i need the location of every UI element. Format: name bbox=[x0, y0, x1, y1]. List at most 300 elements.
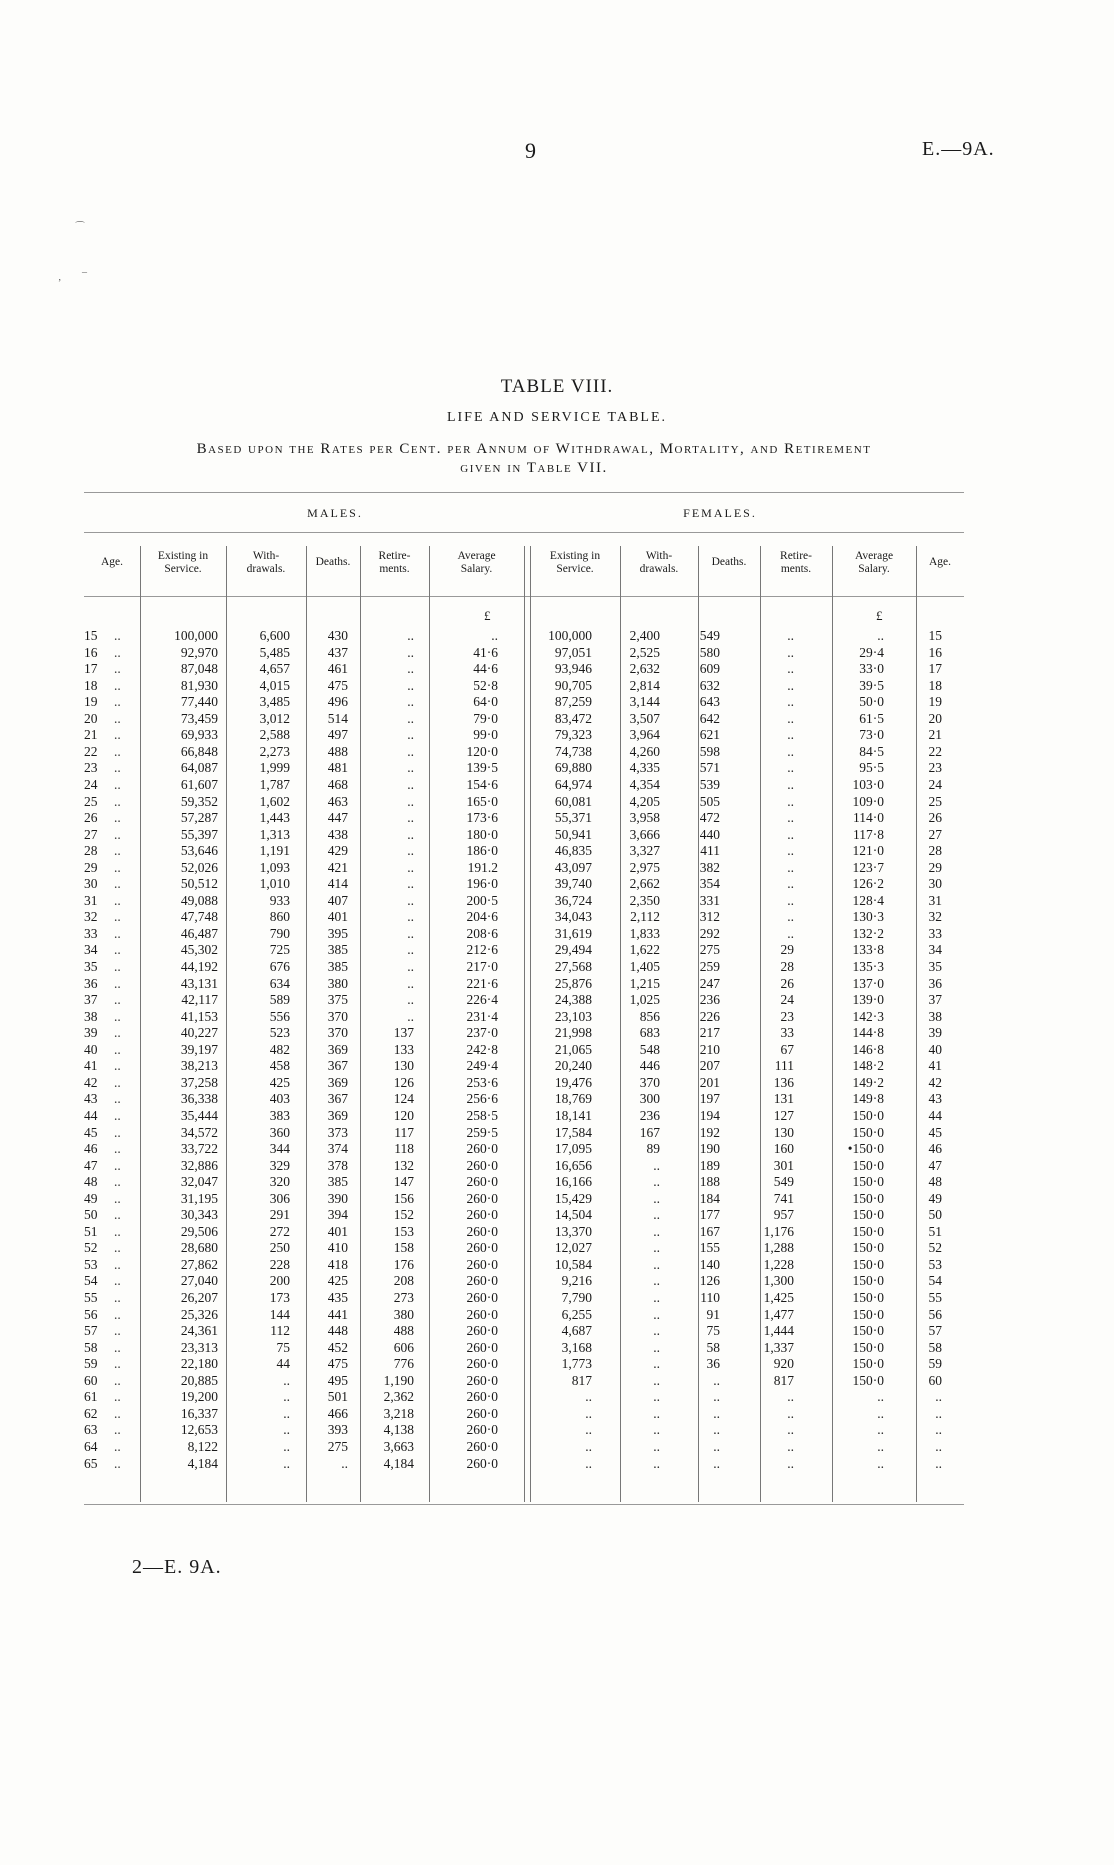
cell-age: 58 bbox=[84, 1339, 98, 1355]
cell-retirements-f: 1,337 bbox=[763, 1339, 794, 1355]
cell-age-right: 40 bbox=[928, 1041, 942, 1057]
cell-salary-f: 29·4 bbox=[859, 644, 884, 660]
cell-existing-f: 15,429 bbox=[554, 1190, 592, 1206]
cell-existing-m: 45,302 bbox=[180, 942, 218, 958]
cell-age: 26 bbox=[84, 810, 98, 826]
cell-age-right: 34 bbox=[928, 942, 942, 958]
leader-dots: .. bbox=[114, 826, 121, 842]
cell-age: 55 bbox=[84, 1290, 98, 1305]
table-row bbox=[84, 1456, 964, 1473]
cell-salary-f: 103·0 bbox=[852, 776, 884, 792]
cell-retirements-f: .. bbox=[787, 843, 794, 859]
cell-existing-m: 61,607 bbox=[180, 776, 218, 792]
cell-deaths-m: 385 bbox=[327, 959, 348, 974]
cell-withdrawals-m: 329 bbox=[269, 1157, 290, 1173]
cell-withdrawals-m: 3,485 bbox=[259, 694, 290, 710]
cell-salary-f: 146·8 bbox=[852, 1041, 884, 1057]
cell-age: 34 bbox=[84, 942, 98, 958]
cell-age: 28 bbox=[84, 843, 98, 859]
cell-withdrawals-m: 458 bbox=[269, 1058, 290, 1074]
cell-withdrawals-m: 344 bbox=[269, 1141, 290, 1157]
table-row bbox=[84, 1224, 964, 1241]
cell-existing-f: 74,738 bbox=[554, 743, 592, 759]
cell-existing-f: 60,081 bbox=[554, 793, 592, 809]
cell-withdrawals-m: 228 bbox=[269, 1256, 290, 1272]
cell-age-right: 32 bbox=[928, 909, 942, 925]
cell-retirements-f: 920 bbox=[773, 1356, 794, 1372]
cell-withdrawals-m: 200 bbox=[269, 1273, 290, 1289]
cell-retirements-m: 776 bbox=[393, 1356, 414, 1372]
header-line: Age. bbox=[928, 556, 952, 568]
cell-retirements-m: 1,190 bbox=[383, 1372, 414, 1388]
cell-salary-m: 260·0 bbox=[466, 1405, 498, 1421]
table-row bbox=[84, 810, 964, 827]
cell-existing-m: 16,337 bbox=[180, 1405, 218, 1421]
cell-retirements-f: .. bbox=[787, 909, 794, 925]
cell-existing-m: 100,000 bbox=[174, 628, 218, 643]
leader-dots: .. bbox=[114, 776, 121, 792]
header-line: ments. bbox=[780, 563, 812, 575]
cell-existing-m: 28,680 bbox=[180, 1240, 218, 1256]
cell-deaths-m: 495 bbox=[327, 1372, 348, 1388]
scan-speck: ‚ bbox=[58, 272, 62, 283]
cell-deaths-m: 497 bbox=[327, 727, 348, 743]
cell-withdrawals-f: .. bbox=[653, 1372, 660, 1388]
cell-withdrawals-m: .. bbox=[283, 1372, 290, 1388]
cell-withdrawals-m: 556 bbox=[269, 1008, 290, 1024]
cell-retirements-f: 131 bbox=[773, 1091, 794, 1107]
cell-withdrawals-f: 2,975 bbox=[629, 859, 660, 875]
cell-age: 51 bbox=[84, 1223, 98, 1239]
cell-salary-m: .. bbox=[491, 628, 498, 643]
cell-age: 20 bbox=[84, 710, 98, 726]
cell-deaths-f: 411 bbox=[700, 843, 720, 859]
cell-deaths-m: 463 bbox=[327, 793, 348, 809]
cell-salary-f: 39·5 bbox=[859, 677, 884, 693]
cell-existing-m: 77,440 bbox=[180, 694, 218, 710]
header-retirements-females bbox=[760, 550, 832, 576]
female-salary-currency: £ bbox=[876, 608, 883, 623]
leader-dots: .. bbox=[114, 1240, 121, 1256]
cell-withdrawals-f: 2,525 bbox=[629, 644, 660, 660]
cell-withdrawals-f: 3,507 bbox=[629, 710, 660, 726]
cell-existing-m: 42,117 bbox=[181, 992, 218, 1008]
table-row bbox=[84, 827, 964, 844]
table-row bbox=[84, 628, 964, 645]
cell-age-right: 38 bbox=[928, 1008, 942, 1024]
cell-salary-f: 150·0 bbox=[852, 1256, 884, 1272]
cell-age: 23 bbox=[84, 760, 98, 776]
cell-salary-m: 237·0 bbox=[466, 1025, 498, 1041]
cell-age: 29 bbox=[84, 859, 98, 875]
cell-salary-f: 149·8 bbox=[852, 1091, 884, 1107]
table-description bbox=[84, 440, 984, 478]
cell-withdrawals-f: 1,405 bbox=[629, 959, 660, 974]
cell-deaths-m: 481 bbox=[327, 760, 348, 776]
cell-existing-f: 55,371 bbox=[554, 810, 592, 826]
cell-deaths-m: 407 bbox=[327, 892, 348, 908]
cell-withdrawals-f: 2,350 bbox=[629, 892, 660, 908]
cell-retirements-m: 380 bbox=[393, 1306, 414, 1322]
cell-deaths-m: 466 bbox=[327, 1405, 348, 1421]
cell-existing-f: 87,259 bbox=[554, 694, 592, 710]
cell-age: 61 bbox=[84, 1389, 98, 1405]
cell-salary-f: 126·2 bbox=[852, 876, 884, 892]
cell-salary-m: 260·0 bbox=[466, 1306, 498, 1322]
cell-existing-m: 33,722 bbox=[180, 1141, 218, 1157]
cell-withdrawals-f: 89 bbox=[646, 1141, 660, 1157]
cell-withdrawals-m: 1,787 bbox=[259, 776, 290, 792]
table-row bbox=[84, 1273, 964, 1290]
cell-age-right: 56 bbox=[928, 1306, 942, 1322]
cell-salary-f: 139·0 bbox=[852, 992, 884, 1008]
leader-dots: .. bbox=[114, 1438, 121, 1454]
cell-deaths-f: 621 bbox=[699, 727, 720, 743]
cell-withdrawals-f: 1,215 bbox=[629, 975, 660, 991]
cell-salary-m: 260·0 bbox=[466, 1438, 498, 1454]
cell-age: 44 bbox=[84, 1107, 98, 1123]
cell-deaths-m: 514 bbox=[327, 710, 348, 726]
cell-deaths-f: 505 bbox=[699, 793, 720, 809]
header-line: Retire- bbox=[780, 550, 812, 562]
table-row bbox=[84, 744, 964, 761]
cell-deaths-m: 475 bbox=[327, 677, 348, 693]
cell-retirements-m: .. bbox=[407, 1008, 414, 1024]
cell-retirements-m: .. bbox=[407, 694, 414, 710]
header-line: Average bbox=[854, 550, 894, 562]
table-row bbox=[84, 1307, 964, 1324]
cell-age-right: 58 bbox=[928, 1339, 942, 1355]
cell-deaths-m: 374 bbox=[327, 1141, 348, 1157]
cell-deaths-m: 437 bbox=[327, 644, 348, 660]
cell-existing-m: 69,933 bbox=[180, 727, 218, 743]
cell-withdrawals-m: 676 bbox=[269, 959, 290, 974]
cell-age: 30 bbox=[84, 876, 98, 892]
cell-retirements-m: .. bbox=[407, 826, 414, 842]
header-line: ments. bbox=[379, 563, 410, 575]
cell-existing-m: 38,213 bbox=[180, 1058, 218, 1074]
cell-age: 27 bbox=[84, 826, 98, 842]
cell-existing-m: 47,748 bbox=[180, 909, 218, 925]
cell-deaths-f: .. bbox=[713, 1372, 720, 1388]
cell-salary-m: 260·0 bbox=[466, 1240, 498, 1256]
table-row bbox=[84, 992, 964, 1009]
cell-salary-m: 260·0 bbox=[466, 1422, 498, 1438]
cell-retirements-m: .. bbox=[407, 661, 414, 677]
cell-deaths-f: 549 bbox=[699, 628, 720, 643]
cell-retirements-m: 152 bbox=[393, 1207, 414, 1223]
cell-deaths-m: 373 bbox=[327, 1124, 348, 1140]
leader-dots: .. bbox=[114, 1290, 121, 1305]
cell-salary-f: 33·0 bbox=[859, 661, 884, 677]
cell-deaths-f: 194 bbox=[699, 1107, 720, 1123]
cell-existing-m: 27,862 bbox=[180, 1256, 218, 1272]
cell-age-right: .. bbox=[935, 1405, 942, 1421]
cell-salary-f: 130·3 bbox=[852, 909, 884, 925]
leader-dots: .. bbox=[114, 909, 121, 925]
cell-deaths-f: .. bbox=[713, 1389, 720, 1405]
cell-deaths-f: 155 bbox=[699, 1240, 720, 1256]
cell-deaths-f: 643 bbox=[699, 694, 720, 710]
cell-existing-m: 32,886 bbox=[180, 1157, 218, 1173]
cell-salary-f: 114·0 bbox=[853, 810, 884, 826]
cell-deaths-m: 448 bbox=[327, 1323, 348, 1339]
cell-salary-m: 139·5 bbox=[466, 760, 498, 776]
cell-deaths-m: 488 bbox=[327, 743, 348, 759]
cell-existing-m: 4,184 bbox=[187, 1455, 218, 1471]
header-line: With- bbox=[645, 550, 673, 562]
cell-age: 21 bbox=[84, 727, 98, 743]
cell-salary-m: 260·0 bbox=[466, 1339, 498, 1355]
cell-salary-f: 150·0 bbox=[852, 1356, 884, 1372]
cell-age: 32 bbox=[84, 909, 98, 925]
cell-retirements-f: .. bbox=[787, 776, 794, 792]
cell-existing-f: 9,216 bbox=[561, 1273, 592, 1289]
cell-salary-f: 150·0 bbox=[852, 1372, 884, 1388]
cell-age-right: 44 bbox=[928, 1107, 942, 1123]
cell-retirements-m: 132 bbox=[393, 1157, 414, 1173]
cell-salary-f: 150·0 bbox=[852, 1207, 884, 1223]
cell-deaths-m: 369 bbox=[327, 1041, 348, 1057]
cell-age-right: 26 bbox=[928, 810, 942, 826]
cell-retirements-m: 137 bbox=[393, 1025, 414, 1041]
cell-age: 48 bbox=[84, 1174, 98, 1190]
leader-dots: .. bbox=[114, 1058, 121, 1074]
cell-retirements-m: 153 bbox=[393, 1223, 414, 1239]
table-row bbox=[84, 959, 964, 976]
cell-withdrawals-m: 306 bbox=[269, 1190, 290, 1206]
cell-retirements-f: 1,477 bbox=[763, 1306, 794, 1322]
cell-salary-m: 260·0 bbox=[466, 1141, 498, 1157]
cell-age-right: 60 bbox=[928, 1372, 942, 1388]
cell-deaths-m: 447 bbox=[327, 810, 348, 826]
cell-salary-m: 260·0 bbox=[466, 1190, 498, 1206]
cell-retirements-f: 67 bbox=[780, 1041, 794, 1057]
cell-withdrawals-f: 2,814 bbox=[629, 677, 660, 693]
cell-withdrawals-f: .. bbox=[653, 1240, 660, 1256]
cell-salary-m: 231·4 bbox=[466, 1008, 498, 1024]
leader-dots: .. bbox=[114, 843, 121, 859]
cell-existing-m: 87,048 bbox=[180, 661, 218, 677]
page-number: 9 bbox=[525, 138, 536, 163]
leader-dots: .. bbox=[114, 793, 121, 809]
cell-retirements-f: .. bbox=[787, 760, 794, 776]
cell-existing-f: 19,476 bbox=[554, 1074, 592, 1090]
cell-existing-m: 37,258 bbox=[180, 1074, 218, 1090]
cell-existing-m: 59,352 bbox=[180, 793, 218, 809]
header-line: drawals. bbox=[639, 563, 679, 575]
male-salary-currency: £ bbox=[484, 608, 491, 623]
table-row bbox=[84, 1075, 964, 1092]
cell-withdrawals-m: 250 bbox=[269, 1240, 290, 1256]
cell-retirements-m: .. bbox=[407, 760, 414, 776]
cell-deaths-m: 394 bbox=[327, 1207, 348, 1223]
cell-age-right: 36 bbox=[928, 975, 942, 991]
cell-existing-m: 32,047 bbox=[180, 1174, 218, 1190]
cell-deaths-f: .. bbox=[713, 1438, 720, 1454]
cell-salary-m: 154·6 bbox=[466, 776, 498, 792]
cell-age: 63 bbox=[84, 1422, 98, 1438]
cell-deaths-m: 438 bbox=[327, 826, 348, 842]
cell-withdrawals-m: 291 bbox=[269, 1207, 290, 1223]
cell-deaths-m: 390 bbox=[327, 1190, 348, 1206]
cell-age-right: 20 bbox=[928, 710, 942, 726]
cell-retirements-m: 130 bbox=[393, 1058, 414, 1074]
cell-deaths-m: 441 bbox=[327, 1306, 348, 1322]
cell-existing-f: 14,504 bbox=[554, 1207, 592, 1223]
cell-age-right: 51 bbox=[928, 1223, 942, 1239]
cell-retirements-m: 2,362 bbox=[383, 1389, 414, 1405]
cell-existing-m: 22,180 bbox=[180, 1356, 218, 1372]
leader-dots: .. bbox=[114, 1141, 121, 1157]
cell-retirements-f: 160 bbox=[773, 1141, 794, 1157]
table-row bbox=[84, 926, 964, 943]
cell-existing-m: 81,930 bbox=[180, 677, 218, 693]
cell-withdrawals-m: 173 bbox=[269, 1290, 290, 1305]
cell-existing-f: 69,880 bbox=[554, 760, 592, 776]
cell-existing-m: 49,088 bbox=[180, 892, 218, 908]
cell-withdrawals-m: 112 bbox=[270, 1323, 290, 1339]
cell-retirements-m: 3,663 bbox=[383, 1438, 414, 1454]
leader-dots: .. bbox=[114, 1074, 121, 1090]
table-row bbox=[84, 661, 964, 678]
cell-salary-f: 150·0 bbox=[852, 1157, 884, 1173]
cell-withdrawals-f: 2,632 bbox=[629, 661, 660, 677]
cell-salary-m: 242·8 bbox=[466, 1041, 498, 1057]
cell-age-right: 59 bbox=[928, 1356, 942, 1372]
leader-dots: .. bbox=[114, 727, 121, 743]
cell-retirements-f: .. bbox=[787, 661, 794, 677]
cell-retirements-m: .. bbox=[407, 776, 414, 792]
cell-withdrawals-f: .. bbox=[653, 1207, 660, 1223]
cell-deaths-m: 468 bbox=[327, 776, 348, 792]
cell-age-right: 35 bbox=[928, 959, 942, 974]
cell-existing-f: .. bbox=[585, 1389, 592, 1405]
cell-existing-f: 1,773 bbox=[561, 1356, 592, 1372]
cell-existing-f: 79,323 bbox=[554, 727, 592, 743]
leader-dots: .. bbox=[114, 628, 121, 643]
cell-deaths-m: 401 bbox=[327, 1223, 348, 1239]
cell-age: 43 bbox=[84, 1091, 98, 1107]
females-group-header: FEMALES. bbox=[683, 506, 757, 520]
leader-dots: .. bbox=[114, 644, 121, 660]
cell-existing-f: 13,370 bbox=[554, 1223, 592, 1239]
leader-dots: .. bbox=[114, 1025, 121, 1041]
cell-deaths-m: 410 bbox=[327, 1240, 348, 1256]
cell-existing-f: 25,876 bbox=[554, 975, 592, 991]
cell-age: 37 bbox=[84, 992, 98, 1008]
cell-retirements-f: 1,300 bbox=[763, 1273, 794, 1289]
cell-withdrawals-f: .. bbox=[653, 1356, 660, 1372]
cell-existing-f: 90,705 bbox=[554, 677, 592, 693]
cell-salary-f: 150·0 bbox=[852, 1323, 884, 1339]
cell-salary-m: 260·0 bbox=[466, 1157, 498, 1173]
cell-deaths-m: 501 bbox=[327, 1389, 348, 1405]
cell-age-right: 46 bbox=[928, 1141, 942, 1157]
cell-retirements-f: 23 bbox=[780, 1008, 794, 1024]
table-row bbox=[84, 1125, 964, 1142]
cell-existing-m: 43,131 bbox=[180, 975, 218, 991]
table-row bbox=[84, 1009, 964, 1026]
cell-existing-m: 24,361 bbox=[180, 1323, 218, 1339]
cell-age-right: 37 bbox=[928, 992, 942, 1008]
cell-age-right: 15 bbox=[928, 628, 942, 643]
cell-existing-m: 26,207 bbox=[180, 1290, 218, 1305]
cell-salary-m: 120·0 bbox=[466, 743, 498, 759]
cell-existing-f: .. bbox=[585, 1422, 592, 1438]
table-bottom-rule bbox=[84, 1504, 964, 1505]
leader-dots: .. bbox=[114, 859, 121, 875]
cell-withdrawals-m: 2,588 bbox=[259, 727, 290, 743]
cell-age: 56 bbox=[84, 1306, 98, 1322]
cell-deaths-f: 642 bbox=[699, 710, 720, 726]
cell-withdrawals-f: 3,964 bbox=[629, 727, 660, 743]
leader-dots: .. bbox=[114, 1339, 121, 1355]
cell-retirements-f: .. bbox=[787, 743, 794, 759]
cell-retirements-f: 1,176 bbox=[763, 1223, 794, 1239]
table-row bbox=[84, 876, 964, 893]
cell-existing-f: 3,168 bbox=[561, 1339, 592, 1355]
cell-existing-m: 73,459 bbox=[180, 710, 218, 726]
cell-salary-f: 150·0 bbox=[852, 1273, 884, 1289]
cell-salary-m: 260·0 bbox=[466, 1372, 498, 1388]
cell-existing-f: 17,095 bbox=[554, 1141, 592, 1157]
cell-existing-f: 817 bbox=[571, 1372, 592, 1388]
cell-salary-f: 132·2 bbox=[852, 925, 884, 941]
cell-existing-f: 64,974 bbox=[554, 776, 592, 792]
cell-withdrawals-m: 360 bbox=[269, 1124, 290, 1140]
leader-dots: .. bbox=[114, 992, 121, 1008]
cell-withdrawals-f: 683 bbox=[639, 1025, 660, 1041]
cell-deaths-f: 354 bbox=[699, 876, 720, 892]
cell-salary-f: 133·8 bbox=[852, 942, 884, 958]
cell-withdrawals-m: 3,012 bbox=[259, 710, 290, 726]
cell-salary-f: 137·0 bbox=[852, 975, 884, 991]
cell-salary-m: 180·0 bbox=[466, 826, 498, 842]
leader-dots: .. bbox=[114, 743, 121, 759]
cell-deaths-m: 385 bbox=[327, 942, 348, 958]
cell-existing-f: 93,946 bbox=[554, 661, 592, 677]
cell-age-right: 55 bbox=[928, 1290, 942, 1305]
description-line-1: Based upon the Rates per Cent. per Annum of Withdrawal, Mortality, and Retirement bbox=[196, 441, 872, 457]
cell-withdrawals-m: 144 bbox=[269, 1306, 290, 1322]
cell-retirements-m: 126 bbox=[393, 1074, 414, 1090]
cell-age: 50 bbox=[84, 1207, 98, 1223]
table-title: TABLE VIII. bbox=[500, 376, 614, 397]
cell-deaths-f: .. bbox=[713, 1405, 720, 1421]
cell-retirements-f: .. bbox=[787, 1455, 794, 1471]
cell-age: 31 bbox=[84, 892, 98, 908]
cell-salary-f: 128·4 bbox=[852, 892, 884, 908]
cell-withdrawals-f: 2,662 bbox=[629, 876, 660, 892]
cell-withdrawals-m: 933 bbox=[269, 892, 290, 908]
cell-retirements-m: .. bbox=[407, 859, 414, 875]
cell-withdrawals-m: 425 bbox=[269, 1074, 290, 1090]
leader-dots: .. bbox=[114, 1207, 121, 1223]
cell-withdrawals-m: 4,015 bbox=[259, 677, 290, 693]
cell-age-right: .. bbox=[935, 1455, 942, 1471]
cell-retirements-f: .. bbox=[787, 892, 794, 908]
cell-salary-f: 123·7 bbox=[852, 859, 884, 875]
cell-existing-f: 34,043 bbox=[554, 909, 592, 925]
table-row bbox=[84, 1025, 964, 1042]
cell-existing-f: 7,790 bbox=[561, 1290, 592, 1305]
cell-age: 41 bbox=[84, 1058, 98, 1074]
cell-deaths-f: 58 bbox=[706, 1339, 720, 1355]
cell-age: 40 bbox=[84, 1041, 98, 1057]
cell-salary-f: 84·5 bbox=[859, 743, 884, 759]
cell-age-right: 41 bbox=[928, 1058, 942, 1074]
